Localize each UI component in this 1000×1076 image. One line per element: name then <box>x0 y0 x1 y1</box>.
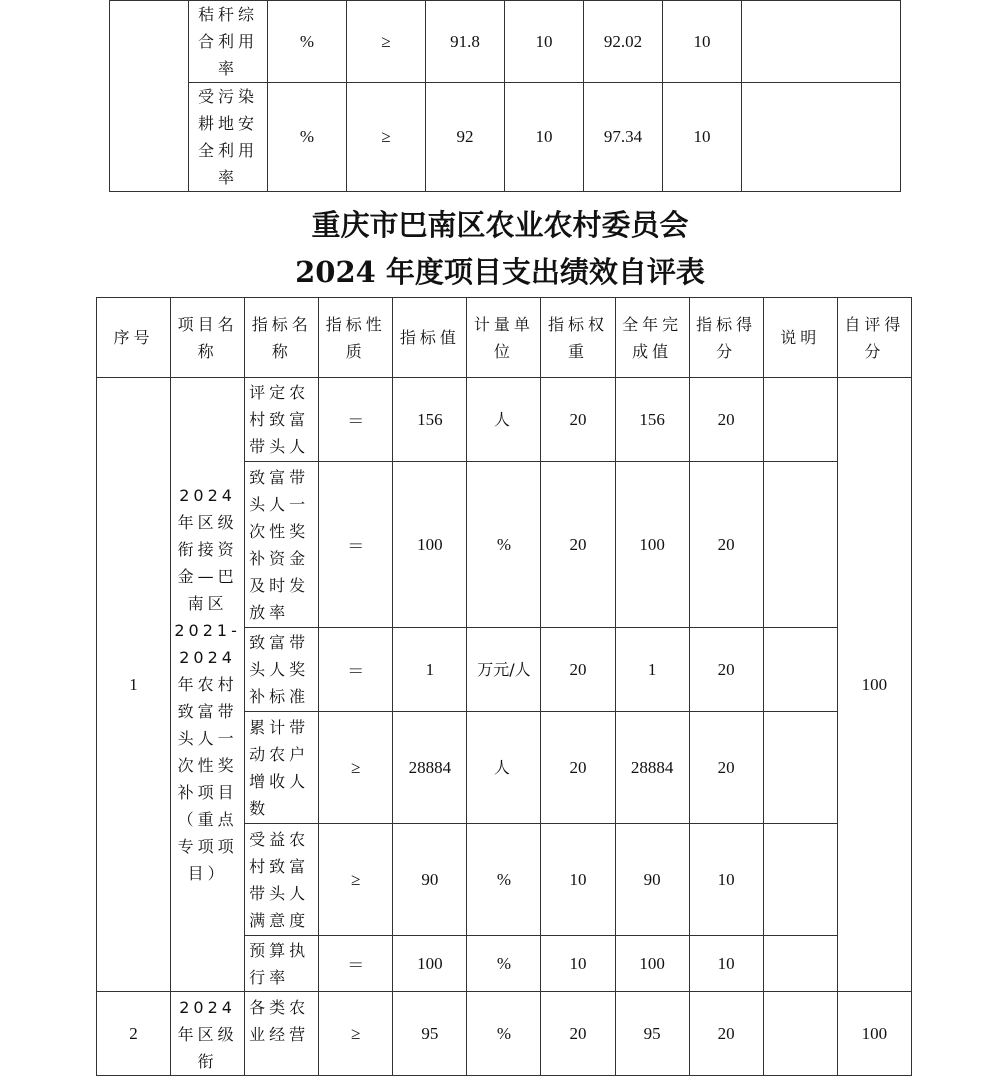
unit-cell: % <box>467 462 541 628</box>
indicator-name: 受污染耕地安全利用率 <box>189 83 268 192</box>
indicator-name: 各类农业经营 <box>245 992 319 1076</box>
indicator-name: 致富带头人奖补标准 <box>245 628 319 712</box>
blank-cell <box>110 1 189 192</box>
target-cell: 92 <box>426 83 505 192</box>
actual-cell: 1 <box>615 628 689 712</box>
unit-cell: % <box>467 936 541 992</box>
nature-cell: ≥ <box>319 992 393 1076</box>
project-name: 2024 年区级衔 <box>171 992 245 1076</box>
weight-cell: 10 <box>505 1 584 83</box>
row-number: 2 <box>97 992 171 1076</box>
actual-cell: 95 <box>615 992 689 1076</box>
value-cell: 95 <box>393 992 467 1076</box>
page-title-line2: 2024 年度项目支出绩效自评表 <box>295 255 705 289</box>
indicator-name: 评定农村致富带头人 <box>245 378 319 462</box>
header-row <box>97 298 912 378</box>
nature-cell: ＝ <box>319 628 393 712</box>
unit-cell: % <box>467 824 541 936</box>
header-cell: 全年完成值 <box>615 298 689 378</box>
note-cell <box>763 992 837 1076</box>
self-score: 100 <box>837 378 911 992</box>
actual-cell: 156 <box>615 378 689 462</box>
score-cell: 20 <box>689 992 763 1076</box>
score-cell: 20 <box>689 628 763 712</box>
indicator-name: 秸秆综合利用率 <box>189 1 268 83</box>
header-cell: 指标得分 <box>689 298 763 378</box>
header-cell: 指标性质 <box>319 298 393 378</box>
nature-cell: ＝ <box>319 462 393 628</box>
value-cell: 100 <box>393 936 467 992</box>
unit-cell: % <box>268 1 347 83</box>
note-cell <box>763 462 837 628</box>
weight-cell: 20 <box>541 712 615 824</box>
indicator-name: 预算执行率 <box>245 936 319 992</box>
actual-cell: 28884 <box>615 712 689 824</box>
weight-cell: 10 <box>541 824 615 936</box>
row-number: 1 <box>97 378 171 992</box>
page-title-line1: 重庆市巴南区农业农村委员会 <box>311 208 689 242</box>
note-cell <box>763 628 837 712</box>
table-row <box>97 378 912 462</box>
nature-cell: ≥ <box>319 824 393 936</box>
header-cell: 计量单位 <box>467 298 541 378</box>
weight-cell: 20 <box>541 378 615 462</box>
score-cell: 10 <box>663 83 742 192</box>
weight-cell: 20 <box>541 462 615 628</box>
table-row <box>110 83 901 192</box>
target-cell: 91.8 <box>426 1 505 83</box>
value-cell: 90 <box>393 824 467 936</box>
actual-cell: 100 <box>615 462 689 628</box>
indicator-name: 受益农村致富带头人满意度 <box>245 824 319 936</box>
indicator-name: 致富带头人一次性奖补资金及时发放率 <box>245 462 319 628</box>
unit-cell: 人 <box>467 712 541 824</box>
actual-cell: 97.34 <box>584 83 663 192</box>
table-row <box>97 992 912 1076</box>
actual-cell: 92.02 <box>584 1 663 83</box>
nature-cell: ≥ <box>347 1 426 83</box>
header-cell: 指标名称 <box>245 298 319 378</box>
unit-cell: % <box>268 83 347 192</box>
score-cell: 20 <box>689 378 763 462</box>
continuation-table <box>109 0 901 192</box>
weight-cell: 20 <box>541 628 615 712</box>
evaluation-table <box>96 297 912 1076</box>
value-cell: 100 <box>393 462 467 628</box>
unit-cell: % <box>467 992 541 1076</box>
nature-cell: ≥ <box>347 83 426 192</box>
header-cell: 指标值 <box>393 298 467 378</box>
header-cell: 自评得分 <box>837 298 911 378</box>
score-cell: 20 <box>689 462 763 628</box>
header-cell: 项目名称 <box>171 298 245 378</box>
note-cell <box>742 1 901 83</box>
score-cell: 10 <box>689 936 763 992</box>
indicator-name: 累计带动农户增收人数 <box>245 712 319 824</box>
actual-cell: 100 <box>615 936 689 992</box>
weight-cell: 20 <box>541 992 615 1076</box>
value-cell: 156 <box>393 378 467 462</box>
actual-cell: 90 <box>615 824 689 936</box>
note-cell <box>763 378 837 462</box>
header-cell: 序号 <box>97 298 171 378</box>
note-cell <box>763 824 837 936</box>
score-cell: 10 <box>689 824 763 936</box>
weight-cell: 10 <box>505 83 584 192</box>
note-cell <box>763 712 837 824</box>
score-cell: 20 <box>689 712 763 824</box>
value-cell: 1 <box>393 628 467 712</box>
weight-cell: 10 <box>541 936 615 992</box>
note-cell <box>763 936 837 992</box>
unit-cell: 万元/人 <box>467 628 541 712</box>
score-cell: 10 <box>663 1 742 83</box>
unit-cell: 人 <box>467 378 541 462</box>
self-score: 100 <box>837 992 911 1076</box>
project-name: 2024 年区级衔接资金—巴南区 2021-2024 年农村致富带头人一次性奖补项目（重点专项项目） <box>171 378 245 992</box>
nature-cell: ＝ <box>319 378 393 462</box>
nature-cell: ＝ <box>319 936 393 992</box>
table-row <box>110 1 901 83</box>
note-cell <box>742 83 901 192</box>
nature-cell: ≥ <box>319 712 393 824</box>
header-cell: 指标权重 <box>541 298 615 378</box>
header-cell: 说明 <box>763 298 837 378</box>
value-cell: 28884 <box>393 712 467 824</box>
